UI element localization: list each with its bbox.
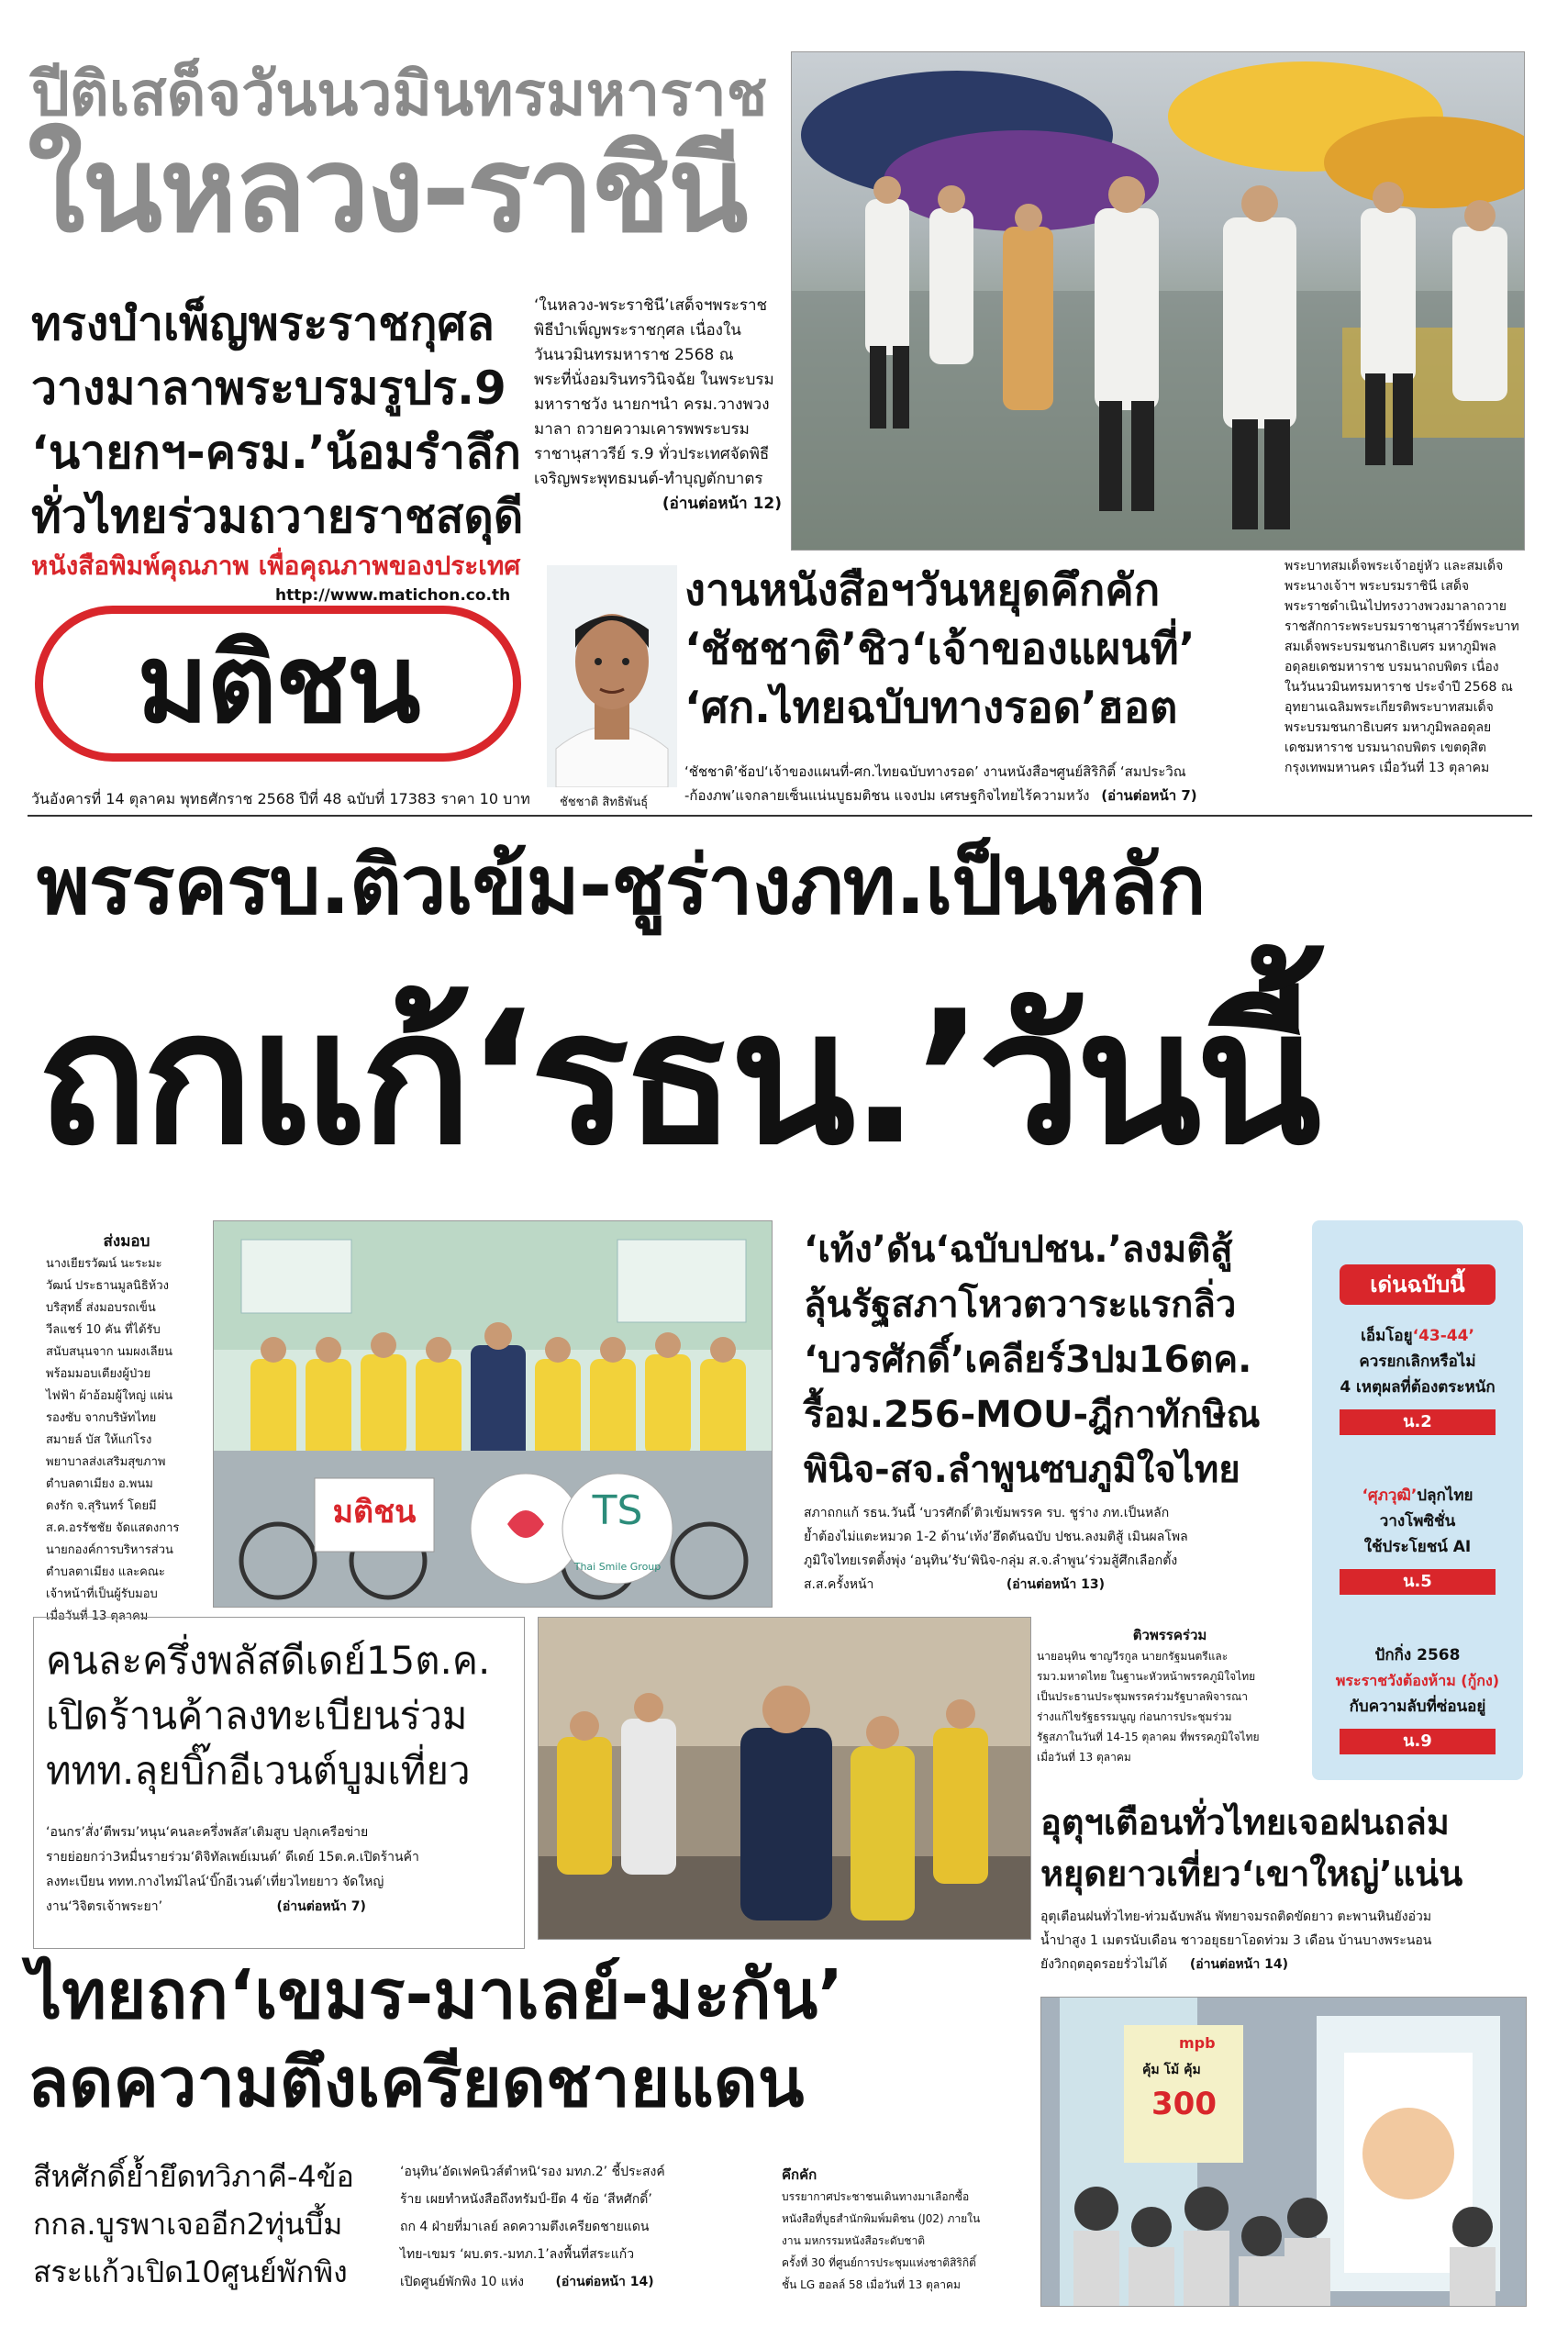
caption-line: อดุลยเดชมหาราช บรมนาถบพิตร เนื่อง	[1284, 660, 1499, 674]
donation-photo	[213, 1220, 773, 1608]
book-headline	[684, 562, 1272, 738]
bill-body-line: ภูมิใจไทยเรตติ้งพุ่ง ‘อนุทิน’รับ‘พินิจ-กลุ่ม ส.จ.ลำพูน’ร่วมสู้ศึกเลือกตั้ง	[804, 1553, 1178, 1568]
royal-body-line: มาลา ถวายความเคารพพระบรม	[534, 420, 750, 439]
shopping-headline	[46, 1633, 523, 1798]
royal-subhead-2: วางมาลาพระบรมรูปร.9	[31, 362, 506, 415]
inside-page-tag: น.2	[1340, 1409, 1496, 1435]
royal-body-line: พระที่นั่งอมรินทรวินิจฉัย ในพระบรม	[534, 371, 774, 389]
chatchart-portrait	[547, 565, 677, 787]
border-body-text: เปิดศูนย์พักพิง 10 แห่ง	[400, 2275, 524, 2289]
book-body	[684, 760, 1281, 807]
inside-item-highlight: พระราชวังต้องห้าม (กู้กง)	[1335, 1672, 1500, 1689]
bill-body-line: ย้ำต้องไม่แตะหมวด 1-2 ด้าน‘เท้ง’ฮึดดันฉบับ ปชน.ลงมติสู้ เมินผลโพล	[804, 1530, 1188, 1544]
fair-caption	[782, 2164, 1031, 2296]
inside-item-text: ปักกิ่ง 2568	[1374, 1646, 1461, 1664]
royal-subhead-3: ‘นายกฯ-ครม.’น้อมรำลึก	[31, 426, 521, 479]
donation-sign-thai-smile: Thai Smile Group	[573, 1561, 662, 1573]
royal-subhead-4: ทั่วไทยร่วมถวายราชสดุดี	[31, 490, 524, 543]
border-body-line: ถก 4 ฝ่ายที่มาเลย์ ลดความตึงเครียดชายแดน	[400, 2220, 650, 2234]
royal-ceremony-photo	[791, 51, 1525, 551]
border-head-line: ลดความตึงเครียดชายแดน	[28, 2043, 805, 2122]
royal-body-line: ‘ในหลวง-พระราชินี’เสด็จฯพระราช	[534, 296, 768, 315]
bill-body-line: สภาถกแก้ รธน.วันนี้ ‘บวรศักดิ์’ติวเข้มพรรค รบ. ชูร่าง ภท.เป็นหลัก	[804, 1506, 1170, 1520]
bill-body-text: ส.ส.ครั้งหน้า	[804, 1577, 874, 1592]
donation-line: ตำบลตาเมียง อ.พนม	[46, 1477, 153, 1491]
book-head-line: ‘ศก.ไทยฉบับทางรอด’ฮอต	[684, 683, 1178, 733]
flood-body-text: ยังวิกฤตอุดรอยรั่วไม่ได้	[1040, 1957, 1168, 1972]
donation-line: รองซับ จากบริษัทไทย	[46, 1411, 157, 1425]
inside-item-3[interactable]	[1312, 1642, 1523, 1754]
shopping-head-line: ททท.ลุยบิ๊กอีเวนต์บูมเที่ยว	[46, 1748, 471, 1793]
inside-page-tag: น.9	[1340, 1729, 1496, 1754]
donation-title: ส่งมอบ	[103, 1232, 150, 1251]
donation-line: ดงรัก จ.สุรินทร์ โดยมี	[46, 1499, 157, 1513]
shopping-continue[interactable]: (อ่านต่อหน้า 7)	[276, 1899, 366, 1914]
donation-line: ไฟฟ้า ผ้าอ้อมผู้ใหญ่ แผ่น	[46, 1389, 173, 1403]
border-body-line: ร้าย เผยทำหนังสือถึงทรัมป์-ยึด 4 ข้อ ‘สีหศักดิ์’	[400, 2192, 652, 2207]
royal-body-line: มหาราชวัง นายกฯนำ ครม.วางพวง	[534, 395, 770, 414]
fair-caption-line: งาน มหกรรมหนังสือระดับชาติ	[782, 2234, 925, 2247]
portrait-name: ชัชชาติ สิทธิพันธุ์	[560, 796, 649, 809]
caption-line: เดชมหาราช บรมนาถบพิตร เขตดุสิต	[1284, 740, 1486, 755]
flood-body	[1040, 1905, 1536, 1976]
bill-head-line: พินิจ-สจ.ลำพูนซบภูมิใจไทย	[804, 1449, 1240, 1491]
royal-big-headline: ในหลวง-ราชินี	[28, 122, 746, 259]
matichon-logo	[35, 606, 521, 762]
shopping-body-line: ลงทะเบียน ททท.กางไทม์ไลน์‘บิ๊กอีเวนต์’เที่ยวไทยยาว จัดใหญ่	[46, 1875, 384, 1889]
border-continue[interactable]: (อ่านต่อหน้า 14)	[555, 2275, 654, 2289]
inside-item-text: ควรยกเลิกหรือไม่	[1359, 1353, 1476, 1371]
inside-title: เด่นฉบับนี้	[1340, 1264, 1496, 1305]
caption-line: พระนางเจ้าฯ พระบรมราชินี เสด็จ	[1284, 579, 1470, 594]
border-subhead: สีหศักดิ์ย้ำยึดทวิภาคี-4ข้อ	[33, 2159, 354, 2194]
inside-item-text: กับความลับที่ซ่อนอยู่	[1349, 1698, 1486, 1716]
flood-head-line: อุตุฯเตือนทั่วไทยเจอฝนถล่ม	[1040, 1802, 1450, 1842]
inside-item-highlight: ‘43-44’	[1412, 1327, 1474, 1345]
caption-line: อุทยานเฉลิมพระเกียรติพระบาทสมเด็จ	[1284, 700, 1494, 715]
party-caption-line: รัฐสภาในวันที่ 14-15 ตุลาคม ที่พรรคภูมิใจไทย	[1037, 1731, 1260, 1743]
slogan: หนังสือพิมพ์คุณภาพ เพื่อคุณภาพของประเทศ	[31, 551, 521, 581]
party-caption	[1037, 1624, 1303, 1767]
inside-item-2[interactable]	[1312, 1483, 1523, 1595]
donation-line: พร้อมมอบเตียงผู้ป่วย	[46, 1367, 151, 1381]
border-body-line	[400, 2268, 749, 2296]
fair-sign-mpb: mpb	[1179, 2034, 1216, 2052]
party-caption-title: ติวพรรคร่วม	[1132, 1627, 1207, 1643]
flood-body-line: อุตุเตือนฝนทั่วไทย-ท่วมฉับพลัน พัทยาจมรถติดขัดยาว ตะพานหินยังอ่วม	[1040, 1909, 1432, 1924]
shopping-body-line	[46, 1895, 523, 1920]
royal-body	[534, 294, 782, 517]
bill-head-line: รื้อม.256-MOU-ฎีกาทักษิณ	[804, 1394, 1261, 1436]
bill-headline	[804, 1222, 1318, 1497]
book-head-line: ‘ชัชชาติ’ชิว‘เจ้าของแผนที่’	[684, 624, 1195, 674]
shopping-head-line: เปิดร้านค้าลงทะเบียนร่วม	[46, 1693, 468, 1738]
donation-banner-logo: มติชน	[332, 1494, 417, 1531]
caption-line: ราชสักการะพระบรมราชานุสาวรีย์พระบาท	[1284, 619, 1519, 634]
border-body-line: ไทย-เขมร ‘ผบ.ตร.-มทภ.1’ลงพื้นที่สระแก้ว	[400, 2247, 635, 2262]
donation-line: วีลแชร์ 10 คัน ที่ได้รับ	[46, 1323, 161, 1337]
caption-line: กรุงเทพมหานคร เมื่อวันที่ 13 ตุลาคม	[1284, 761, 1490, 775]
inside-item-text: วางโพซิชั่น	[1379, 1512, 1456, 1531]
royal-subheads	[31, 292, 527, 549]
divider	[28, 815, 1532, 817]
caption-line: พระบรมชนกาธิเบศร มหาภูมิพลอดุลย	[1284, 720, 1492, 735]
fair-caption-line: ชั้น LG ฮอลล์ 58 เมื่อวันที่ 13 ตุลาคม	[782, 2278, 961, 2291]
party-caption-line: เป็นประธานประชุมพรรคร่วมรัฐบาลพิจารณา	[1037, 1690, 1248, 1703]
shopping-head-line: คนละครึ่งพลัสดีเดย์15ต.ค.	[46, 1638, 491, 1683]
royal-photo-caption	[1284, 556, 1532, 778]
book-fair-photo	[1040, 1997, 1527, 2307]
website-url[interactable]: http://www.matichon.co.th	[275, 586, 511, 605]
royal-continue[interactable]: (อ่านต่อหน้า 12)	[662, 495, 782, 513]
flood-head-line: หยุดยาวเที่ยว‘เขาใหญ่’แน่น	[1040, 1854, 1463, 1894]
party-photo-drawing	[539, 1618, 1030, 1939]
bill-head-line: ‘บวรศักดิ์’เคลียร์3ปม16ตค.	[804, 1339, 1252, 1381]
inside-item-text: ใช้ประโยชน์ AI	[1363, 1538, 1472, 1556]
inside-page-tag: น.5	[1340, 1569, 1496, 1595]
donation-photo-drawing	[214, 1221, 772, 1607]
fair-sign-promo: คุ้ม โม้ คุ้ม	[1142, 2063, 1201, 2077]
royal-body-line: พิธีบำเพ็ญพระราชกุศล เนื่องใน	[534, 321, 741, 340]
bill-head-line: ‘เท้ง’ดัน‘ฉบับปชน.’ลงมติสู้	[804, 1229, 1233, 1271]
party-caption-line: เมื่อวันที่ 13 ตุลาคม	[1037, 1751, 1131, 1764]
donation-line: นางเยียรวัฒน์ นะระมะ	[46, 1257, 162, 1271]
border-headline	[28, 1951, 1037, 2127]
main-kicker: พรรครบ.ติวเข้ม-ชูร่างภท.เป็นหลัก	[37, 838, 1206, 932]
bill-continue[interactable]: (อ่านต่อหน้า 13)	[1006, 1577, 1105, 1592]
donation-line: ส.ค.อรรัชชัย จัดแสดงการ	[46, 1521, 180, 1535]
donation-caption	[46, 1230, 207, 1628]
flood-body-line: น้ำปาสูง 1 เมตรนับเดือน ชาวอยุธยาโอดท่วม 3 เดือน บ้านบางพระนอน	[1040, 1933, 1432, 1948]
flood-body-line	[1040, 1953, 1536, 1976]
book-body-line	[684, 784, 1281, 807]
fair-photo-drawing	[1041, 1998, 1526, 2306]
caption-line: พระราชดำเนินไปทรงวางพวงมาลาถวาย	[1284, 599, 1507, 614]
border-body	[400, 2158, 749, 2296]
bill-body	[804, 1501, 1318, 1597]
royal-body-line: ราชานุสาวรีย์ ร.9 ทั่วประเทศจัดพิธี	[534, 445, 770, 463]
party-caption-line: ร่างแก้ไขรัฐธรรมนูญ ก่อนการประชุมร่วม	[1037, 1710, 1232, 1723]
inside-item-text: ปลุกไทย	[1417, 1486, 1473, 1505]
border-subhead: สระแก้วเปิด10ศูนย์พักพิง	[33, 2254, 348, 2289]
ts-logo: TS	[592, 1487, 643, 1534]
inside-issue-box	[1312, 1220, 1523, 1780]
fair-caption-line: ครั้งที่ 30 ที่ศูนย์การประชุมแห่งชาติสิริกิติ์	[782, 2256, 976, 2269]
donation-line: พยาบาลส่งเสริมสุขภาพ	[46, 1455, 166, 1469]
book-head-line: งานหนังสือฯวันหยุดคึกคัก	[684, 565, 1161, 616]
donation-line: วัฒน์ ประธานมูลนิธิห้วง	[46, 1279, 169, 1293]
donation-line: สนับสนุนจาก นมผงเลียน	[46, 1345, 173, 1359]
shopping-body-text: งาน‘วิจิตรเจ้าพระยา’	[46, 1899, 163, 1914]
main-headline: ถกแก้‘รธน.’วันนี้	[37, 972, 1317, 1186]
donation-line: ตำบลตาเมียง และคณะ	[46, 1565, 165, 1579]
border-subheads	[33, 2153, 418, 2296]
portrait-drawing	[547, 565, 677, 787]
shopping-body-line: รายย่อยกว่า3หมื่นรายร่วม‘ดิจิทัลเพย์เมนต์’ ดีเดย์ 15ต.ค.เปิดร้านค้า	[46, 1850, 419, 1865]
royal-photo-drawing	[792, 52, 1524, 550]
shopping-body-line: ‘อนกร’สั่ง‘ตีพรม’หนุน‘คนละครึ่งพลัส’เติมสูบ ปลุกเครือข่าย	[46, 1825, 369, 1840]
inside-item-text: 4 เหตุผลที่ต้องตระหนัก	[1340, 1378, 1496, 1397]
donation-line: เจ้าหน้าที่เป็นผู้รับมอบ	[46, 1587, 158, 1601]
fair-caption-line: หนังสือที่บูธสำนักพิมพ์มติชน (J02) ภายใน	[782, 2212, 981, 2225]
donation-line: นายกองค์การบริหารส่วน	[46, 1543, 173, 1557]
party-meeting-photo	[538, 1617, 1031, 1940]
flood-continue[interactable]: (อ่านต่อหน้า 14)	[1189, 1957, 1288, 1972]
royal-subhead-1: ทรงบำเพ็ญพระราชกุศล	[31, 297, 495, 351]
caption-line: ในวันนวมินทรมหาราช ประจำปี 2568 ณ	[1284, 680, 1513, 695]
bill-head-line: ลุ้นรัฐสภาโหวตวาระแรกลิ่ว	[804, 1284, 1237, 1326]
shopping-body	[46, 1820, 523, 1920]
fair-sign-price: 300	[1151, 2086, 1217, 2122]
royal-body-line: เจริญพระพุทธมนต์-ทำบุญตักบาตร	[534, 470, 763, 488]
book-body-text: -ก้องภพ’แจกลายเซ็นแน่นบูธมติชน แจงปม เศรษฐกิจไทยไร้ความหวัง	[684, 787, 1090, 804]
royal-body-line: วันนวมินทรมหาราช 2568 ณ	[534, 346, 734, 364]
border-head-line: ไทยถก‘เขมร-มาเลย์-มะกัน’	[28, 1955, 844, 2034]
border-body-line: ‘อนุทิน’อัดเฟคนิวส์ตำหนิ‘รอง มทภ.2’ ชี้ประสงค์	[400, 2165, 665, 2179]
logo-wordmark: มติชน	[137, 620, 419, 747]
book-continue[interactable]: (อ่านต่อหน้า 7)	[1101, 787, 1197, 804]
border-subhead: กกล.บูรพาเจออีก2ทุ่นบึ้ม	[33, 2207, 343, 2242]
donation-line: บริสุทธิ์ ส่งมอบรถเข็น	[46, 1301, 156, 1315]
book-body-line: ‘ชัชชาติ’ช้อป‘เจ้าของแผนที่-ศก.ไทยฉบับทางรอด’ งานหนังสือฯศูนย์สิริกิติ์ ‘สมประวิณ	[684, 763, 1186, 780]
fair-caption-line: บรรยากาศประชาชนเดินทางมาเลือกซื้อ	[782, 2190, 970, 2203]
party-caption-line: รมว.มหาดไทย ในฐานะหัวหน้าพรรคภูมิใจไทย	[1037, 1670, 1256, 1683]
party-caption-line: นายอนุทิน ชาญวีรกูล นายกรัฐมนตรีและ	[1037, 1650, 1229, 1663]
inside-item-highlight: ‘ศุภวุฒิ’	[1362, 1486, 1418, 1505]
inside-item-1[interactable]	[1312, 1323, 1523, 1435]
dateline: วันอังคารที่ 14 ตุลาคม พุทธศักราช 2568 ปีที่ 48 ฉบับที่ 17383 ราคา 10 บาท	[31, 790, 530, 807]
fair-caption-title: คึกคัก	[782, 2166, 817, 2183]
caption-line: สมเด็จพระบรมชนกาธิเบศร มหาภูมิพล	[1284, 640, 1496, 654]
inside-item-text: เอ็มโอยู	[1361, 1327, 1413, 1345]
royal-kicker: ปีติเสด็จวันนวมินทรมหาราช	[31, 58, 768, 129]
bill-body-line	[804, 1573, 1318, 1597]
caption-line: พระบาทสมเด็จพระเจ้าอยู่หัว และสมเด็จ	[1284, 559, 1504, 573]
flood-headline	[1040, 1797, 1536, 1899]
donation-line: สมายล์ บัส ให้แก่โรง	[46, 1433, 152, 1447]
donation-line: เมื่อวันที่ 13 ตุลาคม	[46, 1609, 149, 1623]
